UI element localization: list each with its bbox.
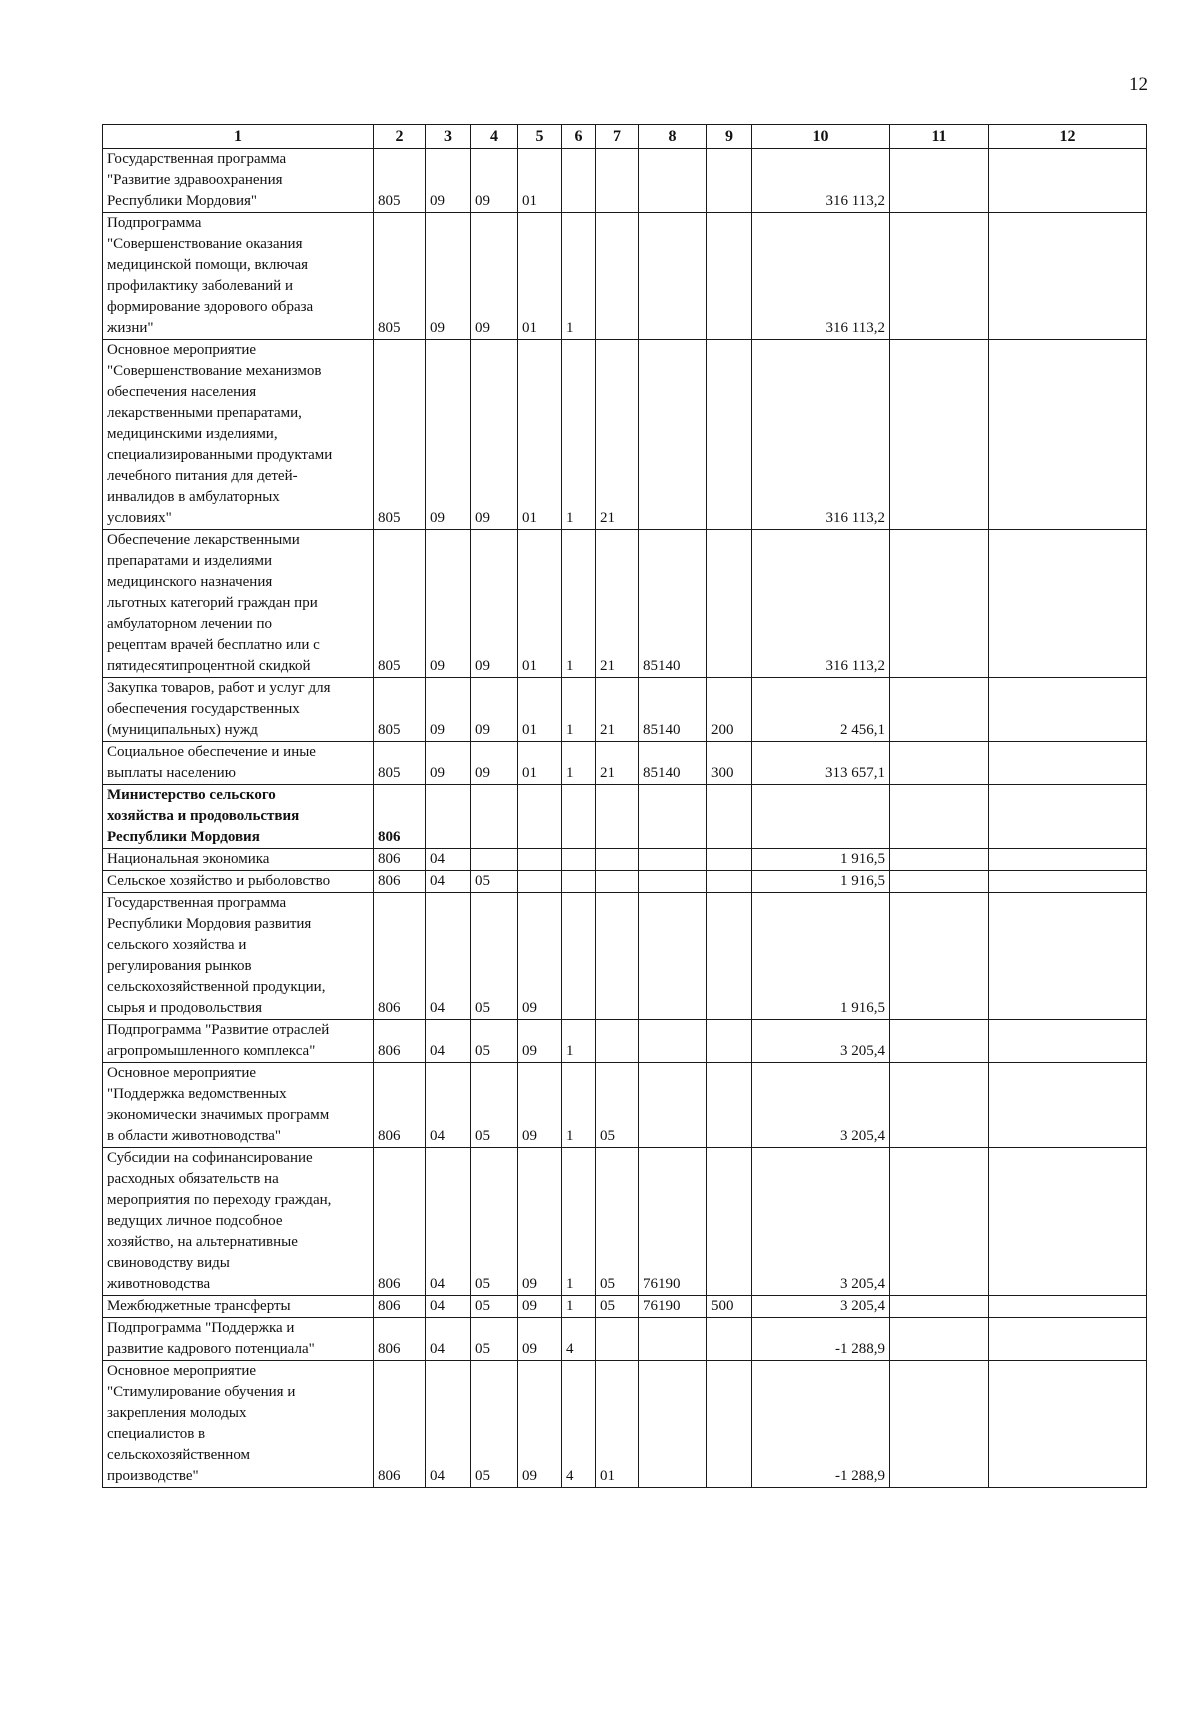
code-cell (562, 785, 596, 849)
code-cell: 09 (518, 1148, 562, 1296)
code-cell (707, 893, 752, 1020)
code-cell: 09 (426, 213, 471, 340)
code-cell (707, 1361, 752, 1488)
table-row (103, 530, 1147, 678)
code-cell: 805 (374, 530, 426, 678)
column-header: 3 (426, 125, 471, 149)
code-cell (890, 1063, 989, 1148)
row-name-cell (103, 785, 374, 849)
code-cell: 09 (518, 1318, 562, 1361)
column-header: 1 (103, 125, 374, 149)
row-name-line: Межбюджетные трансферты (107, 1298, 291, 1314)
code-cell: 806 (374, 785, 426, 849)
row-name-line: расходных обязательств на (107, 1171, 279, 1187)
code-cell: 09 (471, 340, 518, 530)
row-name-line: сельскохозяйственном (107, 1447, 251, 1463)
code-cell: 09 (471, 742, 518, 785)
code-cell: 05 (471, 1296, 518, 1318)
code-cell: 805 (374, 149, 426, 213)
code-cell (989, 1148, 1147, 1296)
code-cell: 01 (518, 149, 562, 213)
amount-cell: 1 916,5 (752, 849, 890, 871)
code-cell (562, 849, 596, 871)
code-cell: 05 (471, 1318, 518, 1361)
row-name-line: Государственная программа (107, 895, 287, 911)
code-cell (639, 871, 707, 893)
code-cell: 01 (518, 678, 562, 742)
code-cell: 1 (562, 742, 596, 785)
code-cell: 09 (518, 1020, 562, 1063)
code-cell (471, 849, 518, 871)
table-row (103, 1318, 1147, 1361)
table-row (103, 742, 1147, 785)
row-name-cell (103, 1020, 374, 1063)
code-cell: 09 (518, 1361, 562, 1488)
code-cell: 4 (562, 1318, 596, 1361)
row-name-line: развитие кадрового потенциала" (107, 1341, 315, 1357)
code-cell (707, 1020, 752, 1063)
column-header: 9 (707, 125, 752, 149)
code-cell (890, 742, 989, 785)
code-cell: 09 (426, 149, 471, 213)
code-cell: 09 (518, 893, 562, 1020)
row-name-line: (муниципальных) нужд (107, 722, 258, 738)
row-name-cell (103, 1296, 374, 1318)
row-name-line: жизни" (107, 320, 154, 336)
code-cell: 806 (374, 1318, 426, 1361)
code-cell (562, 893, 596, 1020)
amount-cell: 313 657,1 (752, 742, 890, 785)
code-cell (639, 149, 707, 213)
row-name-cell (103, 742, 374, 785)
table-row (103, 678, 1147, 742)
code-cell: 05 (471, 1063, 518, 1148)
code-cell (596, 849, 639, 871)
table-row (103, 871, 1147, 893)
row-name-line: сырья и продовольствия (107, 1000, 263, 1016)
row-name-line: инвалидов в амбулаторных (107, 489, 280, 505)
code-cell: 04 (426, 849, 471, 871)
code-cell: 09 (518, 1296, 562, 1318)
code-cell (707, 849, 752, 871)
code-cell (707, 785, 752, 849)
row-name-cell (103, 1148, 374, 1296)
code-cell (596, 213, 639, 340)
code-cell (518, 849, 562, 871)
column-header: 5 (518, 125, 562, 149)
code-cell: 1 (562, 1296, 596, 1318)
column-header: 11 (890, 125, 989, 149)
row-name-line: Основное мероприятие (107, 342, 257, 358)
amount-cell: 1 916,5 (752, 871, 890, 893)
code-cell (518, 871, 562, 893)
amount-cell: 316 113,2 (752, 213, 890, 340)
code-cell (596, 871, 639, 893)
code-cell: 805 (374, 742, 426, 785)
code-cell (890, 149, 989, 213)
code-cell (890, 1318, 989, 1361)
code-cell: 76190 (639, 1148, 707, 1296)
code-cell: 05 (471, 871, 518, 893)
code-cell (890, 678, 989, 742)
code-cell: 200 (707, 678, 752, 742)
code-cell (639, 1318, 707, 1361)
row-name-line: лечебного питания для детей- (107, 468, 298, 484)
row-name-line: закрепления молодых (107, 1405, 247, 1421)
code-cell: 05 (596, 1063, 639, 1148)
row-name-cell (103, 678, 374, 742)
row-name-cell (103, 1318, 374, 1361)
code-cell: 805 (374, 678, 426, 742)
code-cell (989, 1361, 1147, 1488)
table-body (103, 149, 1147, 1488)
table-header-row (103, 125, 1147, 149)
code-cell: 806 (374, 1063, 426, 1148)
code-cell (596, 149, 639, 213)
row-name-line: Основное мероприятие (107, 1065, 257, 1081)
code-cell (890, 213, 989, 340)
code-cell (989, 1063, 1147, 1148)
amount-cell: 3 205,4 (752, 1063, 890, 1148)
code-cell: 04 (426, 1318, 471, 1361)
row-name-line: хозяйство, на альтернативные (107, 1234, 298, 1250)
code-cell (989, 149, 1147, 213)
code-cell: 05 (471, 893, 518, 1020)
row-name-line: Государственная программа (107, 151, 287, 167)
code-cell: 04 (426, 1063, 471, 1148)
table-row (103, 149, 1147, 213)
code-cell (707, 340, 752, 530)
page-number: 12 (1129, 74, 1148, 95)
code-cell (890, 785, 989, 849)
code-cell (596, 1318, 639, 1361)
row-name-line: "Совершенствование оказания (107, 236, 303, 252)
row-name-line: амбулаторном лечении по (107, 616, 272, 632)
code-cell (890, 340, 989, 530)
code-cell: 01 (518, 213, 562, 340)
code-cell (426, 785, 471, 849)
row-name-line: хозяйства и продовольствия (107, 808, 300, 824)
row-name-cell (103, 149, 374, 213)
code-cell (989, 742, 1147, 785)
column-header: 2 (374, 125, 426, 149)
code-cell (989, 1020, 1147, 1063)
code-cell (471, 785, 518, 849)
amount-cell: 3 205,4 (752, 1020, 890, 1063)
table-row (103, 1063, 1147, 1148)
row-name-line: профилактику заболеваний и (107, 278, 293, 294)
code-cell: 85140 (639, 530, 707, 678)
code-cell: 1 (562, 678, 596, 742)
code-cell: 1 (562, 1020, 596, 1063)
row-name-line: ведущих личное подсобное (107, 1213, 283, 1229)
code-cell: 09 (471, 149, 518, 213)
code-cell: 05 (596, 1296, 639, 1318)
row-name-line: лекарственными препаратами, (107, 405, 302, 421)
row-name-line: Обеспечение лекарственными (107, 532, 300, 548)
column-header: 7 (596, 125, 639, 149)
code-cell (596, 785, 639, 849)
code-cell (596, 893, 639, 1020)
code-cell: 04 (426, 1148, 471, 1296)
code-cell (639, 1020, 707, 1063)
code-cell: 805 (374, 213, 426, 340)
row-name-line: свиноводству виды (107, 1255, 230, 1271)
code-cell (518, 785, 562, 849)
row-name-line: рецептам врачей бесплатно или с (107, 637, 320, 653)
row-name-line: медицинской помощи, включая (107, 257, 309, 273)
code-cell: 04 (426, 1296, 471, 1318)
code-cell (890, 1296, 989, 1318)
code-cell: 09 (426, 530, 471, 678)
column-header: 6 (562, 125, 596, 149)
code-cell (707, 1148, 752, 1296)
code-cell: 04 (426, 1361, 471, 1488)
code-cell: 09 (471, 213, 518, 340)
code-cell: 21 (596, 742, 639, 785)
code-cell (707, 1318, 752, 1361)
row-name-line: Министерство сельского (107, 787, 276, 803)
row-name-line: "Поддержка ведомственных (107, 1086, 287, 1102)
row-name-line: сельскохозяйственной продукции, (107, 979, 326, 995)
code-cell: 4 (562, 1361, 596, 1488)
code-cell (890, 530, 989, 678)
table-row (103, 213, 1147, 340)
row-name-line: Основное мероприятие (107, 1363, 257, 1379)
row-name-line: "Развитие здравоохранения (107, 172, 283, 188)
row-name-line: сельского хозяйства и (107, 937, 247, 953)
code-cell (890, 849, 989, 871)
code-cell (890, 1020, 989, 1063)
row-name-line: Сельское хозяйство и рыболовство (107, 873, 331, 889)
code-cell (639, 785, 707, 849)
row-name-line: выплаты населению (107, 765, 236, 781)
row-name-line: Социальное обеспечение и иные (107, 744, 316, 760)
row-name-line: препаратами и изделиями (107, 553, 272, 569)
row-name-cell (103, 530, 374, 678)
code-cell: 01 (518, 340, 562, 530)
row-name-line: Национальная экономика (107, 851, 270, 867)
amount-cell: 3 205,4 (752, 1296, 890, 1318)
code-cell (890, 1148, 989, 1296)
code-cell: 09 (471, 678, 518, 742)
code-cell (639, 1361, 707, 1488)
code-cell: 09 (426, 678, 471, 742)
code-cell: 01 (518, 742, 562, 785)
row-name-line: "Совершенствование механизмов (107, 363, 322, 379)
code-cell: 806 (374, 1296, 426, 1318)
row-name-line: Подпрограмма "Развитие отраслей (107, 1022, 330, 1038)
code-cell (639, 1063, 707, 1148)
row-name-line: "Стимулирование обучения и (107, 1384, 296, 1400)
row-name-line: мероприятия по переходу граждан, (107, 1192, 332, 1208)
code-cell: 300 (707, 742, 752, 785)
code-cell: 1 (562, 1063, 596, 1148)
column-header: 4 (471, 125, 518, 149)
code-cell: 01 (596, 1361, 639, 1488)
code-cell (989, 871, 1147, 893)
code-cell (989, 1318, 1147, 1361)
code-cell: 09 (518, 1063, 562, 1148)
code-cell (707, 530, 752, 678)
code-cell (989, 213, 1147, 340)
code-cell: 09 (426, 340, 471, 530)
code-cell: 806 (374, 1361, 426, 1488)
code-cell: 806 (374, 893, 426, 1020)
row-name-line: обеспечения государственных (107, 701, 300, 717)
code-cell (639, 893, 707, 1020)
code-cell: 21 (596, 678, 639, 742)
table-row (103, 1148, 1147, 1296)
amount-cell: -1 288,9 (752, 1318, 890, 1361)
row-name-line: льготных категорий граждан при (107, 595, 318, 611)
budget-table (102, 124, 1147, 1488)
row-name-line: Республики Мордовия" (107, 193, 258, 209)
code-cell: 05 (471, 1020, 518, 1063)
row-name-line: регулирования рынков (107, 958, 252, 974)
code-cell (639, 849, 707, 871)
code-cell (890, 871, 989, 893)
code-cell: 806 (374, 1148, 426, 1296)
code-cell (639, 340, 707, 530)
table-row (103, 893, 1147, 1020)
table-row (103, 785, 1147, 849)
table-row (103, 849, 1147, 871)
code-cell: 21 (596, 530, 639, 678)
code-cell (890, 893, 989, 1020)
code-cell: 09 (426, 742, 471, 785)
row-name-line: Республики Мордовия (107, 829, 260, 845)
row-name-line: Субсидии на софинансирование (107, 1150, 313, 1166)
code-cell: 76190 (639, 1296, 707, 1318)
code-cell: 05 (596, 1148, 639, 1296)
code-cell (989, 530, 1147, 678)
row-name-line: специализированными продуктами (107, 447, 333, 463)
column-header: 12 (989, 125, 1147, 149)
amount-cell: 1 916,5 (752, 893, 890, 1020)
row-name-line: формирование здорового образа (107, 299, 314, 315)
code-cell: 04 (426, 871, 471, 893)
code-cell: 806 (374, 1020, 426, 1063)
amount-cell: 316 113,2 (752, 340, 890, 530)
code-cell: 21 (596, 340, 639, 530)
code-cell: 500 (707, 1296, 752, 1318)
table-row (103, 1020, 1147, 1063)
code-cell: 09 (471, 530, 518, 678)
row-name-line: условиях" (107, 510, 172, 526)
row-name-cell (103, 1361, 374, 1488)
column-header: 10 (752, 125, 890, 149)
row-name-line: Подпрограмма "Поддержка и (107, 1320, 295, 1336)
table-row (103, 1296, 1147, 1318)
code-cell: 806 (374, 849, 426, 871)
row-name-cell (103, 849, 374, 871)
row-name-cell (103, 1063, 374, 1148)
code-cell (989, 785, 1147, 849)
amount-cell: -1 288,9 (752, 1361, 890, 1488)
code-cell (989, 849, 1147, 871)
row-name-line: обеспечения населения (107, 384, 257, 400)
code-cell (639, 213, 707, 340)
code-cell (989, 340, 1147, 530)
amount-cell: 316 113,2 (752, 530, 890, 678)
code-cell: 1 (562, 1148, 596, 1296)
row-name-line: производстве" (107, 1468, 199, 1484)
amount-cell: 3 205,4 (752, 1148, 890, 1296)
row-name-line: Подпрограмма (107, 215, 202, 231)
code-cell: 04 (426, 893, 471, 1020)
row-name-line: Республики Мордовия развития (107, 916, 312, 932)
code-cell (989, 893, 1147, 1020)
code-cell: 1 (562, 213, 596, 340)
row-name-line: агропромышленного комплекса" (107, 1043, 316, 1059)
code-cell (707, 149, 752, 213)
code-cell: 05 (471, 1361, 518, 1488)
row-name-line: экономически значимых программ (107, 1107, 330, 1123)
code-cell: 85140 (639, 678, 707, 742)
code-cell: 1 (562, 530, 596, 678)
row-name-line: животноводства (107, 1276, 211, 1292)
code-cell: 04 (426, 1020, 471, 1063)
code-cell (562, 149, 596, 213)
column-header: 8 (639, 125, 707, 149)
row-name-line: пятидесятипроцентной скидкой (107, 658, 311, 674)
table-row (103, 1361, 1147, 1488)
code-cell (989, 1296, 1147, 1318)
row-name-line: медицинскими изделиями, (107, 426, 278, 442)
code-cell: 05 (471, 1148, 518, 1296)
amount-cell: 2 456,1 (752, 678, 890, 742)
code-cell (707, 1063, 752, 1148)
amount-cell (752, 785, 890, 849)
row-name-line: специалистов в (107, 1426, 206, 1442)
code-cell: 1 (562, 340, 596, 530)
row-name-cell (103, 340, 374, 530)
row-name-line: медицинского назначения (107, 574, 273, 590)
code-cell (890, 1361, 989, 1488)
row-name-line: в области животноводства" (107, 1128, 282, 1144)
code-cell (596, 1020, 639, 1063)
row-name-cell (103, 871, 374, 893)
table-row (103, 340, 1147, 530)
code-cell: 01 (518, 530, 562, 678)
code-cell (707, 213, 752, 340)
code-cell (562, 871, 596, 893)
code-cell (989, 678, 1147, 742)
row-name-line: Закупка товаров, работ и услуг для (107, 680, 331, 696)
code-cell: 85140 (639, 742, 707, 785)
row-name-cell (103, 213, 374, 340)
row-name-cell (103, 893, 374, 1020)
code-cell: 806 (374, 871, 426, 893)
code-cell (707, 871, 752, 893)
amount-cell: 316 113,2 (752, 149, 890, 213)
code-cell: 805 (374, 340, 426, 530)
